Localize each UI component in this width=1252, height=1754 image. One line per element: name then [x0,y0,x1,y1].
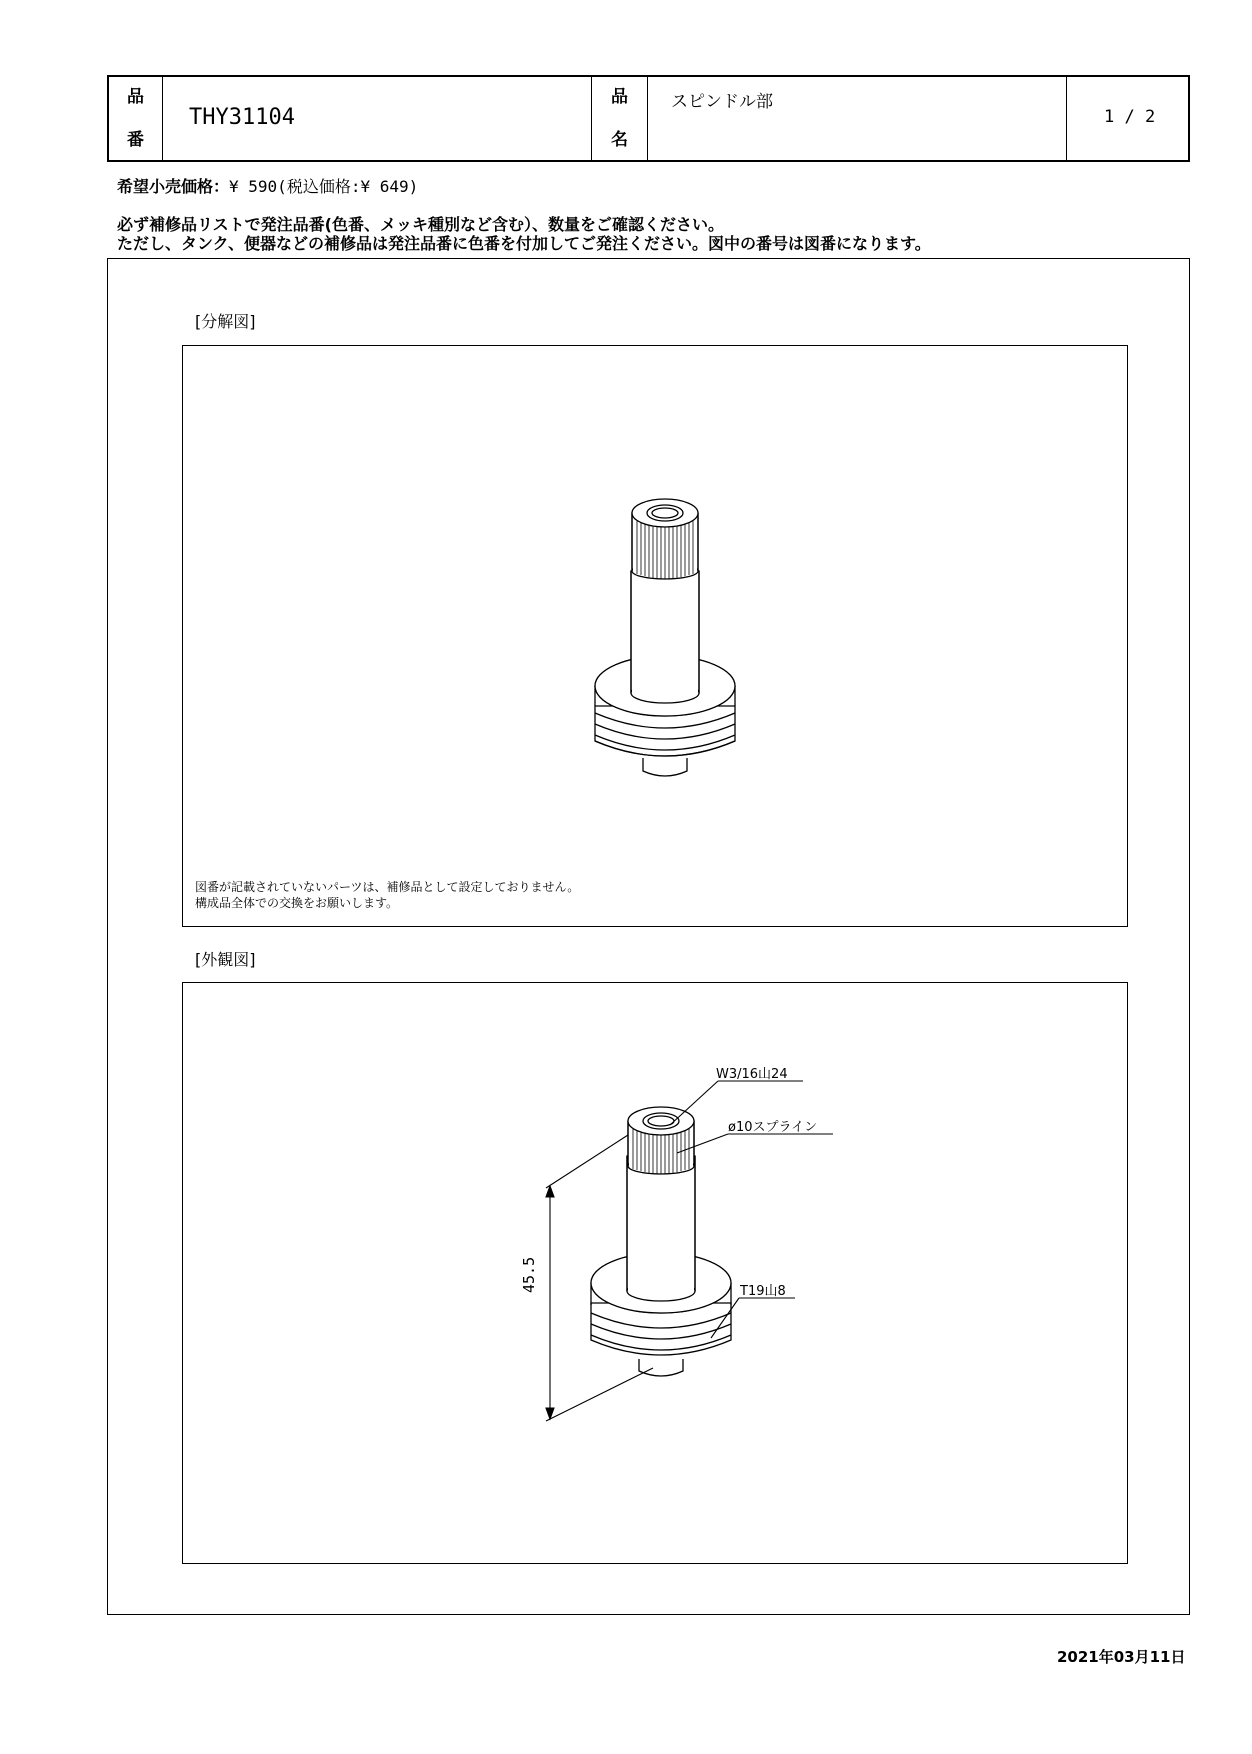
price-line [117,174,418,197]
note-line-1: 必ず補修品リストで発注品番(色番、メッキ種別など含む）、数量をご確認ください。 [117,215,724,234]
product-code: THY31104 [189,105,295,130]
exploded-spindle-drawing [183,346,1129,928]
price-value: ¥ 590(税込価格:¥ 649) [229,177,419,196]
label-product-name-1: 品 [611,87,628,107]
header-divider [162,77,163,160]
exterior-view-frame [182,982,1128,1564]
header-divider [647,77,648,160]
header-divider [591,77,592,160]
issue-date: 2021年03月11日 [1057,1648,1186,1666]
exploded-view-frame [182,345,1128,927]
note-line-2: ただし、タンク、便器などの補修品は発注品番に色番を付加してご発注ください。図中の番号は図番になります。 [117,234,931,253]
price-label: 希望小売価格： [117,177,230,196]
label-spline: ø10スプライン [728,1120,818,1135]
exploded-view-title: [分解図] [195,312,256,331]
header-divider [1066,77,1067,160]
exterior-view-title: [外観図] [195,950,256,969]
label-thread-bottom: T19山8 [740,1284,786,1299]
exploded-footnote-2: 構成品全体での交換をお願いします。 [195,896,399,910]
exterior-spindle-drawing [183,983,1129,1565]
product-name: スピンドル部 [671,92,773,112]
label-product-no-1: 品 [127,87,144,107]
label-thread-top: W3/16山24 [716,1067,788,1082]
label-product-no-2: 番 [127,130,144,150]
dimension-height-label: 45.5 [520,1256,538,1293]
exploded-footnote-1: 図番が記載されていないパーツは、補修品として設定しておりません。 [195,880,580,894]
label-product-name-2: 名 [611,130,628,150]
page-indicator: 1 / 2 [1104,107,1156,127]
header-table [107,75,1190,162]
